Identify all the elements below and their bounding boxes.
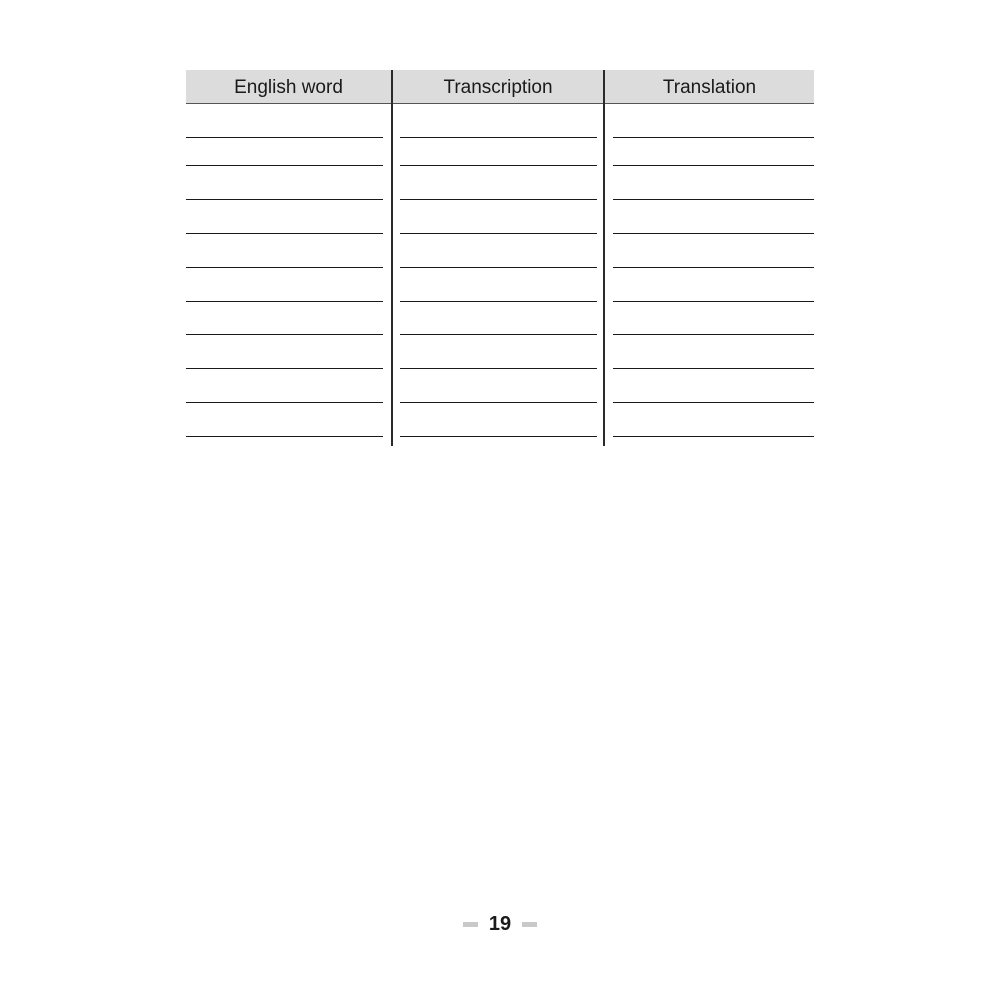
writing-line — [613, 301, 814, 302]
column-divider — [391, 70, 393, 446]
writing-line — [186, 368, 383, 369]
writing-line — [186, 301, 383, 302]
writing-line — [186, 334, 383, 335]
writing-line — [186, 165, 383, 166]
column-header-english-word: English word — [234, 77, 343, 98]
column-header-translation: Translation — [662, 77, 757, 98]
writing-line — [186, 233, 383, 234]
writing-line — [613, 334, 814, 335]
writing-line — [400, 436, 597, 437]
writing-line — [613, 436, 814, 437]
writing-line — [613, 233, 814, 234]
vocabulary-table — [186, 70, 814, 446]
writing-line — [186, 402, 383, 403]
writing-line — [613, 199, 814, 200]
writing-line — [186, 436, 383, 437]
writing-line — [400, 402, 597, 403]
writing-line — [613, 137, 814, 138]
writing-line — [613, 402, 814, 403]
writing-line — [400, 368, 597, 369]
writing-line — [400, 199, 597, 200]
writing-line — [186, 267, 383, 268]
writing-line — [400, 233, 597, 234]
writing-line — [400, 165, 597, 166]
page-number: 19 — [488, 912, 512, 935]
writing-line — [613, 267, 814, 268]
writing-line — [186, 137, 383, 138]
writing-line — [613, 368, 814, 369]
writing-line — [400, 137, 597, 138]
column-header-transcription: Transcription — [443, 77, 553, 98]
writing-line — [400, 301, 597, 302]
writing-line — [186, 199, 383, 200]
writing-line — [400, 334, 597, 335]
footer-dash-right — [522, 922, 537, 927]
writing-line — [400, 267, 597, 268]
writing-line — [613, 165, 814, 166]
page-footer — [0, 912, 1000, 936]
column-divider — [603, 70, 605, 446]
footer-dash-left — [463, 922, 478, 927]
